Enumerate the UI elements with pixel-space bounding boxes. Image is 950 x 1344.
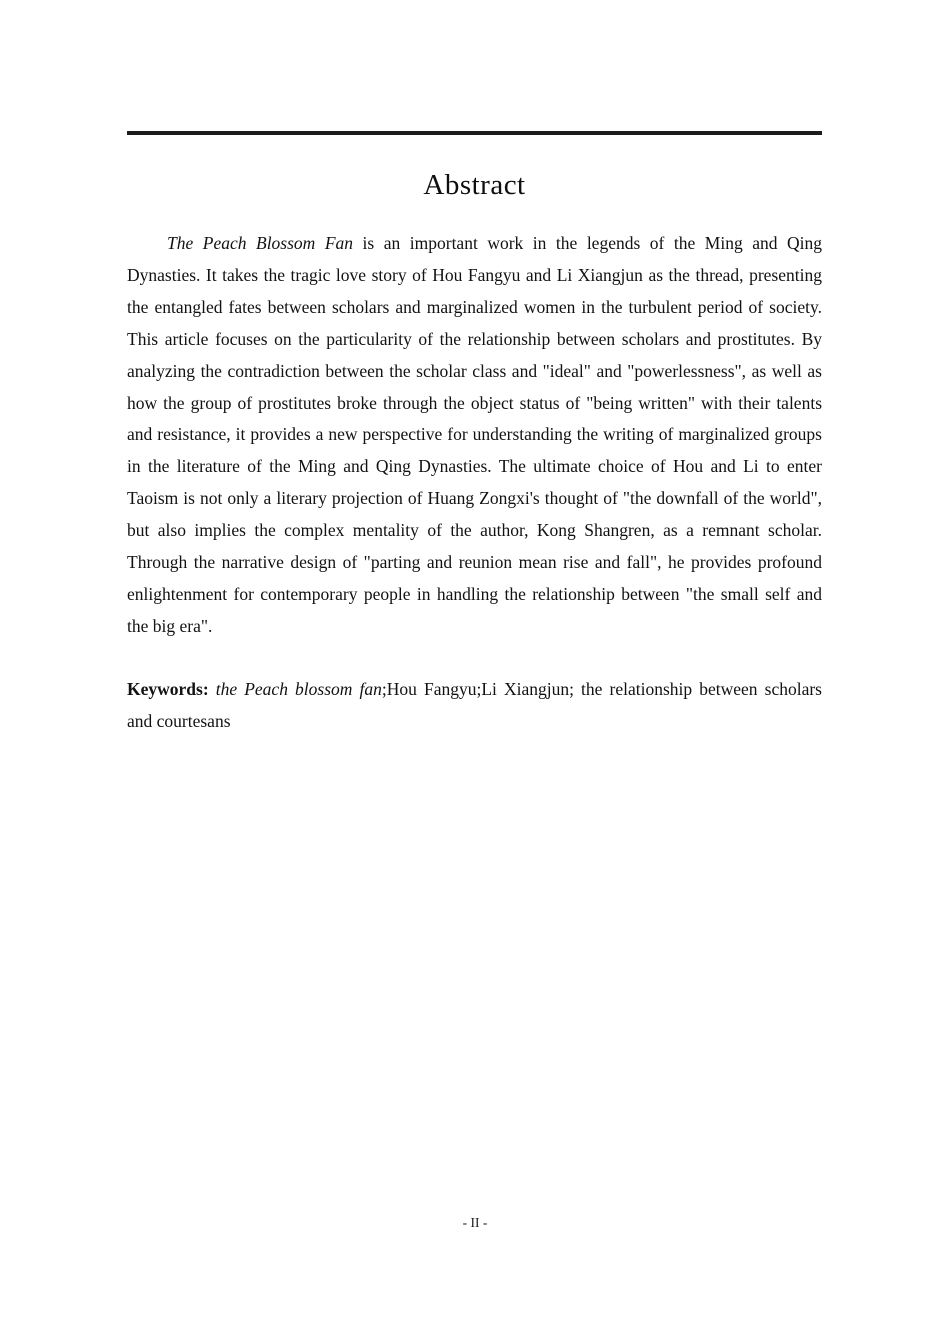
header-divider-rule [127,131,822,135]
page-title: Abstract [423,169,526,201]
abstract-paragraph [127,228,822,643]
abstract-text: is an important work in the legends of the Ming and Qing Dynasties. It takes the tragic love story of Hou Fangyu and Li Xiangjun as the thread, presenting the entangled fates between scholars and marginalized women in the turbulent period of society. This article focuses on the particularity of the relationship between scholars and prostitutes. By analyzing the contradiction between the scholar class and "ideal" and "powerlessness", as well as how the group of prostitutes broke through the object status of "being written" with their talents and resistance, it provides a new perspective for understanding the writing of marginalized groups in the literature of the Ming and Qing Dynasties. The ultimate choice of Hou and Li to enter Taoism is not only a literary projection of Huang Zongxi's thought of "the downfall of the world", but also implies the complex mentality of the author, Kong Shangren, as a remnant scholar. Through the narrative design of "parting and reunion mean rise and fall", he provides profound enlightenment for contemporary people in handling the relationship between "the small self and the big era". [127,233,822,636]
page-content [0,131,950,738]
page-number: - II - [462,1215,488,1230]
keywords-paragraph [127,674,822,738]
work-title-italic: The Peach Blossom Fan [167,233,354,253]
keywords-rest: ;Hou Fangyu;Li Xiangjun; the relationship between scholars and courtesans [127,678,822,731]
keywords-label: Keywords: [127,678,209,699]
keywords-work-title-italic: the Peach blossom fan [215,678,382,699]
